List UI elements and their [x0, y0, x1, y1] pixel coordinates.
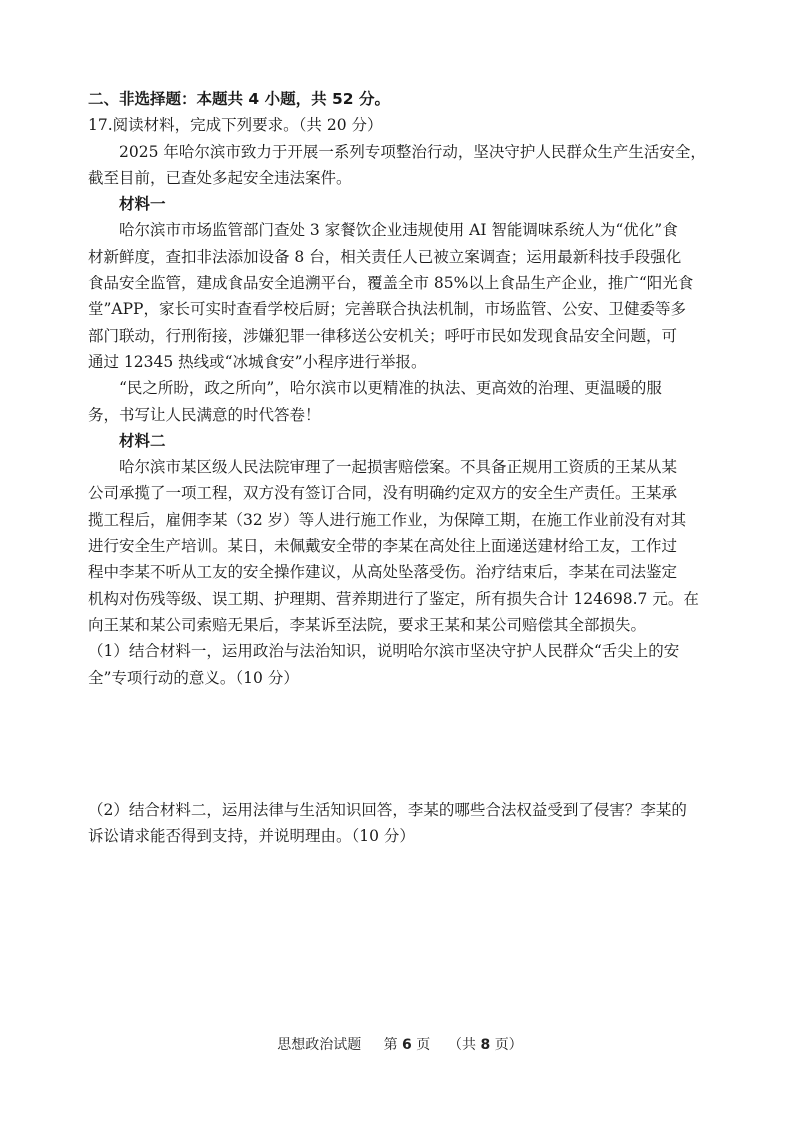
material1-line: 材新鲜度，查扣非法添加设备 8 台，相关责任人已被立案调查；运用最新科技手段强化	[88, 247, 682, 266]
question-stem: 17.阅读材料，完成下列要求。（共 20 分）	[88, 116, 383, 135]
sub-question-2-line: 诉讼请求能否得到支持，并说明理由。（10 分）	[88, 827, 415, 846]
material2-line: 程中李某不听从工友的安全操作建议，从高处坠落受伤。治疗结束后，李某在司法鉴定	[88, 563, 678, 582]
material1-line: 食品安全监管，建成食品安全追溯平台，覆盖全市 85%以上食品生产企业，推广“阳光食	[88, 274, 694, 293]
material2-heading: 材料二	[119, 431, 166, 450]
footer-total-suffix: 页）	[494, 1037, 523, 1053]
material2-line: 哈尔滨市某区级人民法院审理了一起损害赔偿案。不具备正规用工资质的王某从某	[119, 458, 678, 477]
material1-closing-line: 务，书写让人民满意的时代答卷！	[88, 405, 321, 424]
sub-question-2-line: （2）结合材料二，运用法律与生活知识回答，李某的哪些合法权益受到了侵害？李某的	[88, 800, 687, 819]
footer-page-suffix: 页	[416, 1037, 431, 1053]
footer-total-prefix: （共	[448, 1037, 477, 1053]
footer-page-number: 6	[402, 1037, 412, 1053]
sub-question-1-line: （1）结合材料一，运用政治与法治知识，说明哈尔滨市坚决守护人民群众“舌尖上的安	[88, 642, 680, 661]
section-title: 二、非选择题：本题共 4 小题，共 52 分。	[88, 90, 390, 108]
material2-line: 机构对伤残等级、误工期、护理期、营养期进行了鉴定，所有损失合计 124698.7 元。在	[88, 589, 699, 608]
material2-line: 公司承揽了一项工程，双方没有签订合同，没有明确约定双方的安全生产责任。王某承	[88, 484, 678, 503]
material1-heading: 材料一	[119, 195, 166, 214]
material1-line: 通过 12345 热线或“冰城食安”小程序进行举报。	[88, 352, 427, 371]
footer-subject: 思想政治试题	[277, 1037, 362, 1053]
footer-page-prefix: 第	[383, 1037, 398, 1053]
answer-space-1[interactable]	[88, 691, 716, 797]
material1-line: 堂”APP，家长可实时查看学校后厨；完善联合执法机制，市场监管、公安、卫健委等多	[88, 300, 686, 319]
exam-page	[88, 86, 716, 849]
material2-line: 进行安全生产培训。某日，未佩戴安全带的李某在高处往上面递送建材给工友，工作过	[88, 537, 678, 556]
intro-line-2: 截至目前，已查处多起安全违法案件。	[88, 168, 352, 187]
material1-line: 部门联动，行刑衔接，涉嫌犯罪一律移送公安机关；呼吁市民如发现食品安全问题，可	[88, 326, 678, 345]
page-footer	[0, 1034, 800, 1054]
material2-line: 向王某和某公司索赔无果后，李某诉至法院，要求王某和某公司赔偿其全部损失。	[88, 615, 647, 634]
material1-closing-line: “民之所盼，政之所向”，哈尔滨市以更精准的执法、更高效的治理、更温暖的服	[119, 379, 662, 398]
footer-total-pages: 8	[480, 1037, 491, 1053]
intro-line-1: 2025 年哈尔滨市致力于开展一系列专项整治行动，坚决守护人民群众生产生活安全，	[119, 142, 706, 161]
material1-line: 哈尔滨市市场监管部门查处 3 家餐饮企业违规使用 AI 智能调味系统人为“优化”食	[119, 221, 678, 240]
sub-question-1-line: 全”专项行动的意义。（10 分）	[88, 668, 299, 687]
material2-line: 揽工程后，雇佣李某（32 岁）等人进行施工作业，为保障工期，在施工作业前没有对其	[88, 510, 687, 529]
